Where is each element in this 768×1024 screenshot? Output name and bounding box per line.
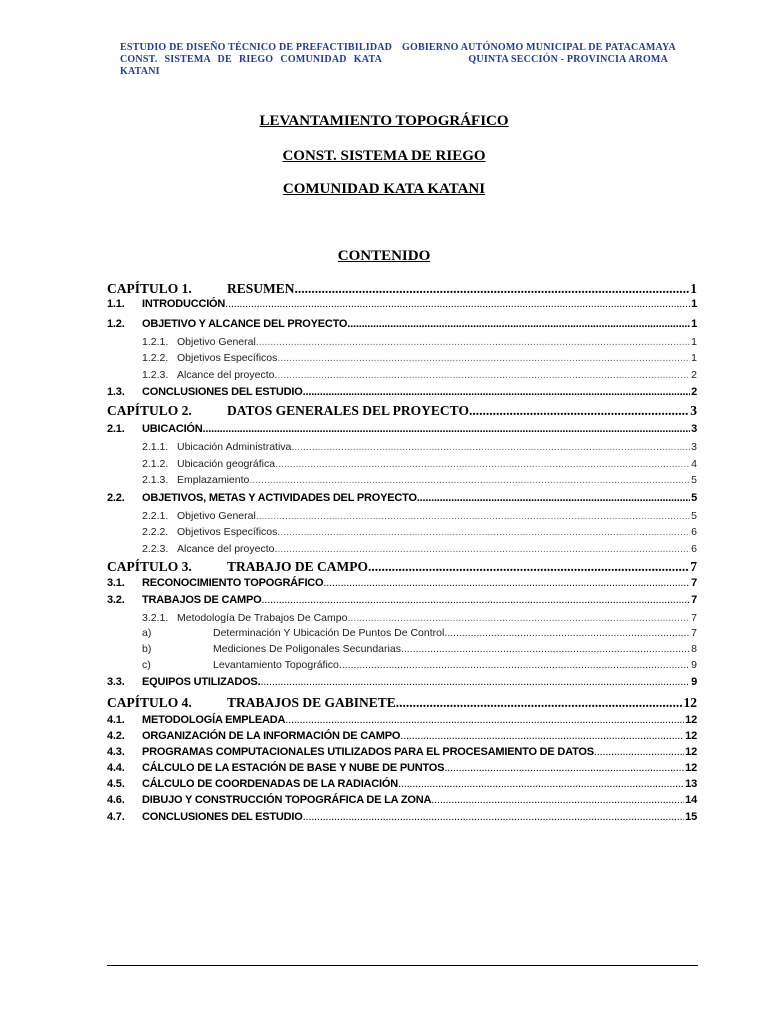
toc-entry-title: PROGRAMAS COMPUTACIONALES UTILIZADOS PARA EL PROCESAMIENTO DE DATOS bbox=[142, 746, 594, 758]
toc-entry-title: Objetivo General bbox=[177, 336, 256, 348]
toc-entry[interactable] bbox=[107, 336, 697, 348]
toc-entry-title: RECONOCIMIENTO TOPOGRÁFICO bbox=[142, 577, 324, 589]
toc-entry-title: ORGANIZACIÓN DE LA INFORMACIÓN DE CAMPO bbox=[142, 730, 401, 742]
toc-entry-number: 2.1.3. bbox=[142, 474, 169, 486]
toc-entry-number: 2.1. bbox=[107, 423, 125, 435]
toc-page-number: 2 bbox=[691, 369, 697, 381]
toc-page-number: 2 bbox=[691, 386, 697, 398]
toc-entry[interactable] bbox=[107, 643, 697, 655]
toc-entry-title: Emplazamiento bbox=[177, 474, 250, 486]
toc-entry[interactable] bbox=[107, 627, 697, 639]
toc-entry-title: Objetivo General bbox=[177, 510, 256, 522]
toc-entry-title: EQUIPOS UTILIZADOS. bbox=[142, 676, 261, 688]
toc-entry[interactable] bbox=[107, 577, 697, 589]
toc-leader-dots bbox=[594, 746, 684, 758]
header-right bbox=[402, 42, 676, 66]
header-left-line-2: CONST. SISTEMA DE RIEGO COMUNIDAD KATA bbox=[120, 54, 382, 65]
toc-page-number: 5 bbox=[691, 510, 697, 522]
toc-page-number: 8 bbox=[691, 643, 697, 655]
document-title: LEVANTAMIENTO TOPOGRÁFICO bbox=[259, 113, 509, 129]
toc-entry-number: 4.1. bbox=[107, 714, 125, 726]
toc-leader-dots bbox=[444, 762, 684, 774]
toc-leader-dots bbox=[303, 811, 685, 823]
toc-entry[interactable] bbox=[107, 298, 697, 310]
toc-leader-dots bbox=[277, 369, 690, 381]
toc-entry-number: 2.2.2. bbox=[142, 526, 169, 538]
toc-leader-dots bbox=[277, 352, 690, 364]
toc-entry[interactable] bbox=[107, 369, 697, 381]
toc-leader-dots bbox=[396, 695, 683, 711]
toc-entry[interactable] bbox=[107, 746, 697, 758]
header-left-line-3: KATANI bbox=[120, 66, 160, 77]
toc-entry[interactable] bbox=[107, 594, 697, 606]
toc-entry-number: 3.3. bbox=[107, 676, 125, 688]
toc-entry[interactable] bbox=[107, 281, 697, 297]
toc-entry[interactable] bbox=[107, 492, 697, 504]
toc-page-number: 13 bbox=[685, 778, 697, 790]
toc-leader-dots bbox=[295, 281, 690, 297]
toc-leader-dots bbox=[291, 441, 690, 453]
toc-page-number: 12 bbox=[685, 762, 697, 774]
toc-page-number: 9 bbox=[691, 659, 697, 671]
toc-leader-dots bbox=[260, 676, 690, 688]
toc-entry[interactable] bbox=[107, 730, 697, 742]
toc-page-number: 6 bbox=[691, 526, 697, 538]
toc-entry-title: OBJETIVOS, METAS Y ACTIVIDADES DEL PROYECTO bbox=[142, 492, 417, 504]
header-left-line-1: ESTUDIO DE DISEÑO TÉCNICO DE PREFACTIBILIDAD bbox=[120, 42, 393, 53]
toc-entry-title: DIBUJO Y CONSTRUCCIÓN TOPOGRÁFICA DE LA ZONA bbox=[142, 794, 432, 806]
contents-heading: CONTENIDO bbox=[337, 248, 431, 264]
toc-page-number: 9 bbox=[691, 676, 697, 688]
toc-entry[interactable] bbox=[107, 543, 697, 555]
toc-leader-dots bbox=[203, 423, 691, 435]
toc-entry-title: CONCLUSIONES DEL ESTUDIO bbox=[142, 386, 303, 398]
toc-entry-title: Alcance del proyecto. bbox=[177, 543, 278, 555]
toc-page-number: 5 bbox=[691, 474, 697, 486]
toc-entry[interactable] bbox=[107, 474, 697, 486]
toc-leader-dots bbox=[431, 794, 684, 806]
toc-page-number: 3 bbox=[691, 441, 697, 453]
toc-page-number: 4 bbox=[691, 458, 697, 470]
toc-page-number: 1 bbox=[691, 352, 697, 364]
toc-entry-title: Objetivos Específicos bbox=[177, 526, 278, 538]
toc-entry[interactable] bbox=[107, 794, 697, 806]
toc-page-number: 7 bbox=[691, 627, 697, 639]
toc-page-number: 1 bbox=[691, 336, 697, 348]
toc-leader-dots bbox=[444, 627, 690, 639]
toc-page-number: 1 bbox=[691, 318, 697, 330]
toc-leader-dots bbox=[398, 778, 684, 790]
toc-page-number: 7 bbox=[691, 612, 697, 624]
toc-entry-number: 2.2. bbox=[107, 492, 125, 504]
toc-page-number: 12 bbox=[685, 730, 697, 742]
toc-entry-title: RESUMEN bbox=[227, 281, 295, 296]
toc-entry-number: b) bbox=[142, 643, 152, 655]
toc-entry[interactable] bbox=[107, 778, 697, 790]
toc-entry-number: 2.2.3. bbox=[142, 543, 169, 555]
toc-entry-number: 1.2.1. bbox=[142, 336, 169, 348]
toc-leader-dots bbox=[277, 543, 690, 555]
toc-entry-title: Ubicación Administrativa bbox=[177, 441, 292, 453]
toc-page-number: 14 bbox=[685, 794, 697, 806]
toc-entry-number: 2.2.1. bbox=[142, 510, 169, 522]
toc-entry-number: 1.3. bbox=[107, 386, 125, 398]
toc-entry-title: INTRODUCCIÓN bbox=[142, 298, 226, 310]
toc-entry-number: 1.1. bbox=[107, 298, 125, 310]
toc-leader-dots bbox=[371, 559, 689, 575]
toc-entry[interactable] bbox=[107, 811, 697, 823]
toc-entry-number: CAPÍTULO 4. bbox=[107, 695, 192, 710]
toc-leader-dots bbox=[277, 526, 690, 538]
toc-page-number: 3 bbox=[690, 403, 697, 418]
toc-leader-dots bbox=[256, 510, 690, 522]
toc-leader-dots bbox=[400, 730, 684, 742]
toc-leader-dots bbox=[303, 386, 690, 398]
toc-leader-dots bbox=[261, 594, 690, 606]
toc-entry[interactable] bbox=[107, 695, 697, 711]
toc-entry-number: 4.3. bbox=[107, 746, 125, 758]
toc-page-number: 15 bbox=[685, 811, 697, 823]
toc-leader-dots bbox=[347, 612, 690, 624]
toc-entry-number: CAPÍTULO 3. bbox=[107, 559, 192, 574]
toc-leader-dots bbox=[285, 714, 684, 726]
toc-entry-title: CÁLCULO DE LA ESTACIÓN DE BASE Y NUBE DE PUNTOS bbox=[142, 762, 445, 774]
header-right-line-2: QUINTA SECCIÓN - PROVINCIA AROMA bbox=[468, 54, 668, 65]
toc-leader-dots bbox=[275, 458, 690, 470]
toc-entry-number: CAPÍTULO 2. bbox=[107, 403, 192, 418]
toc-entry-title: TRABAJOS DE GABINETE bbox=[227, 695, 396, 710]
toc-entry[interactable] bbox=[107, 423, 697, 435]
toc-entry-number: 2.1.1. bbox=[142, 441, 169, 453]
toc-entry[interactable] bbox=[107, 762, 697, 774]
toc-page-number: 3 bbox=[691, 423, 697, 435]
toc-entry-number: 3.1. bbox=[107, 577, 125, 589]
toc-entry-number: 2.1.2. bbox=[142, 458, 169, 470]
footer-divider bbox=[107, 965, 698, 966]
toc-entry[interactable] bbox=[107, 526, 697, 538]
toc-entry[interactable] bbox=[107, 676, 697, 688]
toc-entry[interactable] bbox=[107, 441, 697, 453]
toc-entry-number: 4.2. bbox=[107, 730, 125, 742]
toc-entry-number: c) bbox=[142, 659, 151, 671]
toc-entry[interactable] bbox=[107, 458, 697, 470]
toc-entry-title: Determinación Y Ubicación De Puntos De Control bbox=[213, 627, 445, 639]
toc-entry-title: TRABAJOS DE CAMPO bbox=[142, 594, 262, 606]
toc-page-number: 6 bbox=[691, 543, 697, 555]
toc-leader-dots bbox=[417, 492, 690, 504]
toc-page-number: 12 bbox=[685, 714, 697, 726]
document-subtitle: CONST. SISTEMA DE RIEGO bbox=[282, 148, 486, 164]
toc-page-number: 7 bbox=[691, 594, 697, 606]
toc-entry-title: METODOLOGÍA EMPLEADA bbox=[142, 714, 286, 726]
toc-leader-dots bbox=[225, 298, 690, 310]
toc-entry-number: 3.2. bbox=[107, 594, 125, 606]
toc-entry-title: OBJETIVO Y ALCANCE DEL PROYECTO bbox=[142, 318, 348, 330]
toc-entry-number: a) bbox=[142, 627, 152, 639]
toc-entry-number: 4.5. bbox=[107, 778, 125, 790]
toc-entry[interactable] bbox=[107, 714, 697, 726]
toc-entry-number: 4.4. bbox=[107, 762, 125, 774]
toc-leader-dots bbox=[339, 659, 690, 671]
toc-entry-title: Metodología De Trabajos De Campo bbox=[177, 612, 348, 624]
toc-entry-title: UBICACIÓN bbox=[142, 423, 203, 435]
toc-entry-number: 1.2. bbox=[107, 318, 125, 330]
toc-page-number: 7 bbox=[691, 577, 697, 589]
document-community: COMUNIDAD KATA KATANI bbox=[282, 181, 486, 197]
toc-leader-dots bbox=[469, 403, 689, 419]
toc-entry-number: 3.2.1. bbox=[142, 612, 169, 624]
toc-entry-title: Alcance del proyecto. bbox=[177, 369, 278, 381]
toc-entry-title: Levantamiento Topográfico bbox=[213, 659, 339, 671]
toc-entry-number: 1.2.3. bbox=[142, 369, 169, 381]
toc-entry-title: Objetivos Específicos bbox=[177, 352, 278, 364]
toc-entry-title: CÁLCULO DE COORDENADAS DE LA RADIACIÓN bbox=[142, 778, 398, 790]
toc-entry[interactable] bbox=[107, 559, 697, 575]
toc-page-number: 1 bbox=[690, 281, 697, 296]
toc-leader-dots bbox=[347, 318, 690, 330]
toc-entry[interactable] bbox=[107, 352, 697, 364]
toc-leader-dots bbox=[249, 474, 690, 486]
toc-page-number: 1 bbox=[691, 298, 697, 310]
toc-entry-number: 1.2.2. bbox=[142, 352, 169, 364]
toc-page-number: 7 bbox=[690, 559, 697, 574]
toc-entry[interactable] bbox=[107, 386, 697, 398]
toc-leader-dots bbox=[401, 643, 690, 655]
toc-entry-title: DATOS GENERALES DEL PROYECTO bbox=[227, 403, 469, 418]
header-left bbox=[120, 42, 393, 78]
toc-page-number: 5 bbox=[691, 492, 697, 504]
header-right-line-1: GOBIERNO AUTÓNOMO MUNICIPAL DE PATACAMAYA bbox=[402, 42, 676, 53]
toc-leader-dots bbox=[256, 336, 690, 348]
toc-entry[interactable] bbox=[107, 318, 697, 330]
toc-entry-number: 4.7. bbox=[107, 811, 125, 823]
toc-page-number: 12 bbox=[685, 746, 697, 758]
toc-entry-title: Ubicación geográfica bbox=[177, 458, 276, 470]
toc-entry-number: 4.6. bbox=[107, 794, 125, 806]
toc-entry-title: TRABAJO DE CAMPO. bbox=[227, 559, 372, 574]
toc-entry[interactable] bbox=[107, 403, 697, 419]
toc-page-number: 12 bbox=[683, 695, 697, 710]
toc-entry[interactable] bbox=[107, 612, 697, 624]
toc-leader-dots bbox=[323, 577, 690, 589]
toc-entry[interactable] bbox=[107, 659, 697, 671]
toc-entry-number: CAPÍTULO 1. bbox=[107, 281, 192, 296]
toc-entry-title: CONCLUSIONES DEL ESTUDIO bbox=[142, 811, 303, 823]
toc-entry[interactable] bbox=[107, 510, 697, 522]
toc-entry-title: Mediciones De Poligonales Secundarias bbox=[213, 643, 401, 655]
